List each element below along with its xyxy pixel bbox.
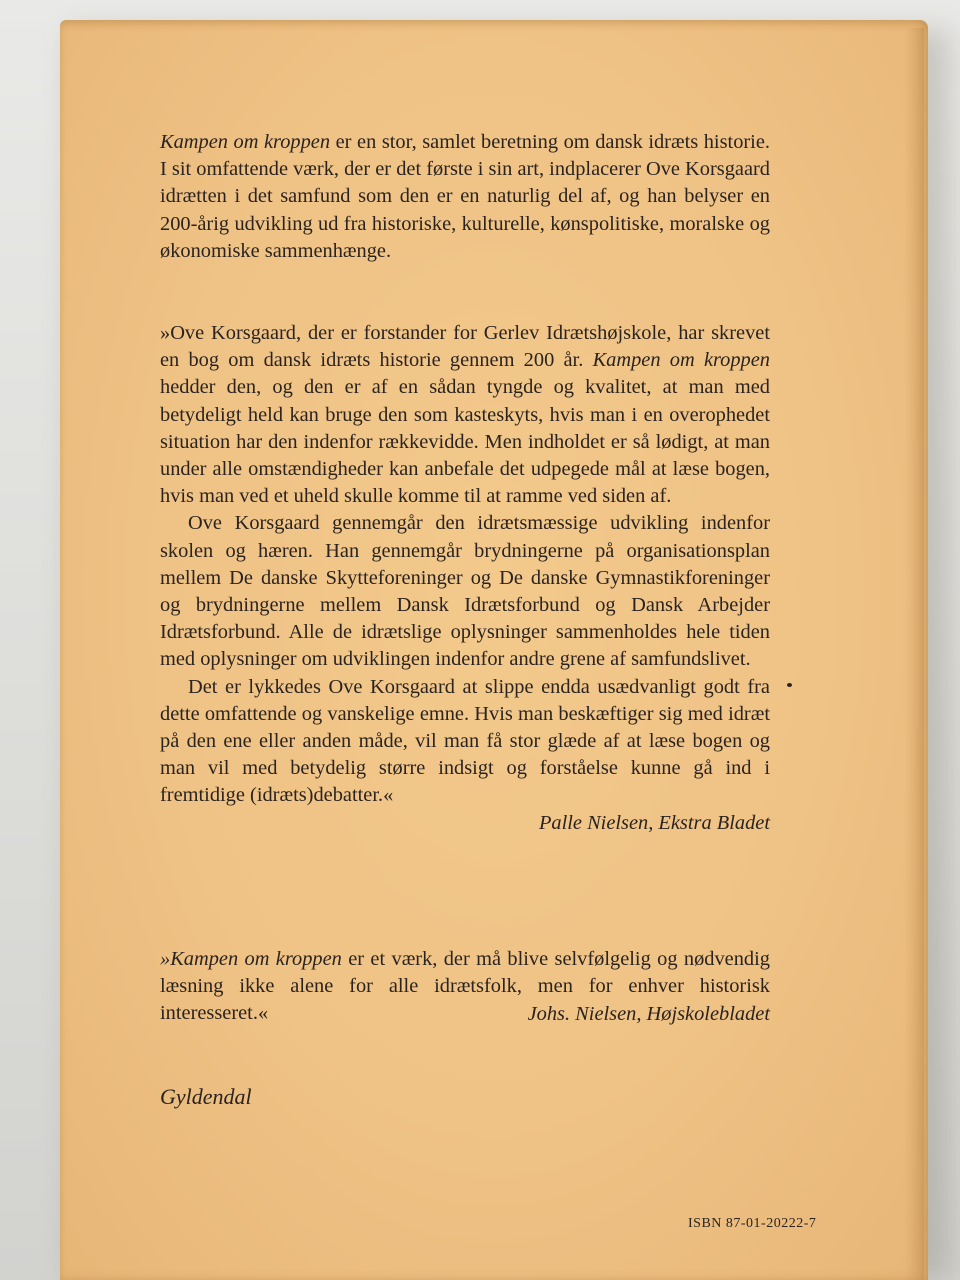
review1-title-italic: Kampen om kroppen [592, 349, 770, 372]
review2-title-italic: »Kampen om kroppen [160, 948, 342, 970]
blurb-text: er en stor, samlet beretning om dansk idræts historie. I sit omfattende værk, der er det første i sin art, indplacerer Ove Korsgaard idrætten i det samfund som den er en naturlig del af, og han belyser en 200-årig udvikling ud fra historiske, kulturelle, kønspolitiske, moralske og økonomiske sammenhænge. [160, 131, 770, 262]
book-edge [904, 28, 924, 1280]
review1-text-end: hedder den, og den er af en sådan tyngde og kvalitet, at man med betydeligt held kan bruge den som kasteskyts, hvis man i en overophedet situation har den indenfor rækkevidde. Men indholdet er så lødigt, at man under alle omstændigheder kan anbefale det udpegede mål at læse bogen, hvis man ved et uheld skulle komme til at ramme ved siden af. [160, 376, 770, 508]
review1-signature: Palle Nielsen, Ekstra Bladet [538, 811, 770, 834]
publisher-name: Gyldendal [160, 1084, 252, 1109]
review1-paragraph-3: Det er lykkedes Ove Korsgaard at slippe endda usædvanligt godt fra dette omfattende og vanskelige emne. Hvis man beskæftiger sig med idræt på den ene eller anden måde, vil man få stor glæde af at læse bogen og man vil med betydelig større indsigt og forståelse kunne gå ind i fremtidige (idræts)debatter.« [160, 675, 770, 807]
isbn-number: ISBN 87-01-20222-7 [688, 1216, 817, 1231]
review2-text: er et værk, der må blive selvfølgelig og nødvendig læsning ikke alene for alle idrætsfolk, men for enhver historisk interesseret.« [160, 948, 770, 1025]
review-block-2 [160, 946, 770, 1028]
review1-text-start: »Ove Korsgaard, der er forstander for Gerlev Idrætshøjskole, har skrevet en bog om dansk idræts historie gennem 200 år. [160, 322, 770, 372]
review2-signature: Johs. Nielsen, Højskolebladet [527, 1002, 770, 1025]
ink-speck [787, 683, 792, 687]
book-title-italic: Kampen om kroppen [160, 131, 331, 153]
review-block-1 [160, 320, 770, 837]
blurb-paragraph [160, 129, 770, 265]
blurb-block [160, 129, 770, 265]
review1-paragraph-1 [160, 320, 770, 510]
review1-paragraph-2: Ove Korsgaard gennemgår den idrætsmæssige udvikling indenfor skolen og hæren. Han gennemgår brydningerne på organisationsplan mellem De danske Skytteforeninger og De danske Gymnastikforeninger og brydningerne mellem Dansk Idrætsforbund og Dansk Arbejder Idrætsforbund. Alle de idrætslige oplysninger sammenholdes hele tiden med oplysninger om udviklingen indenfor andre grene af samfundslivet. [160, 512, 770, 671]
